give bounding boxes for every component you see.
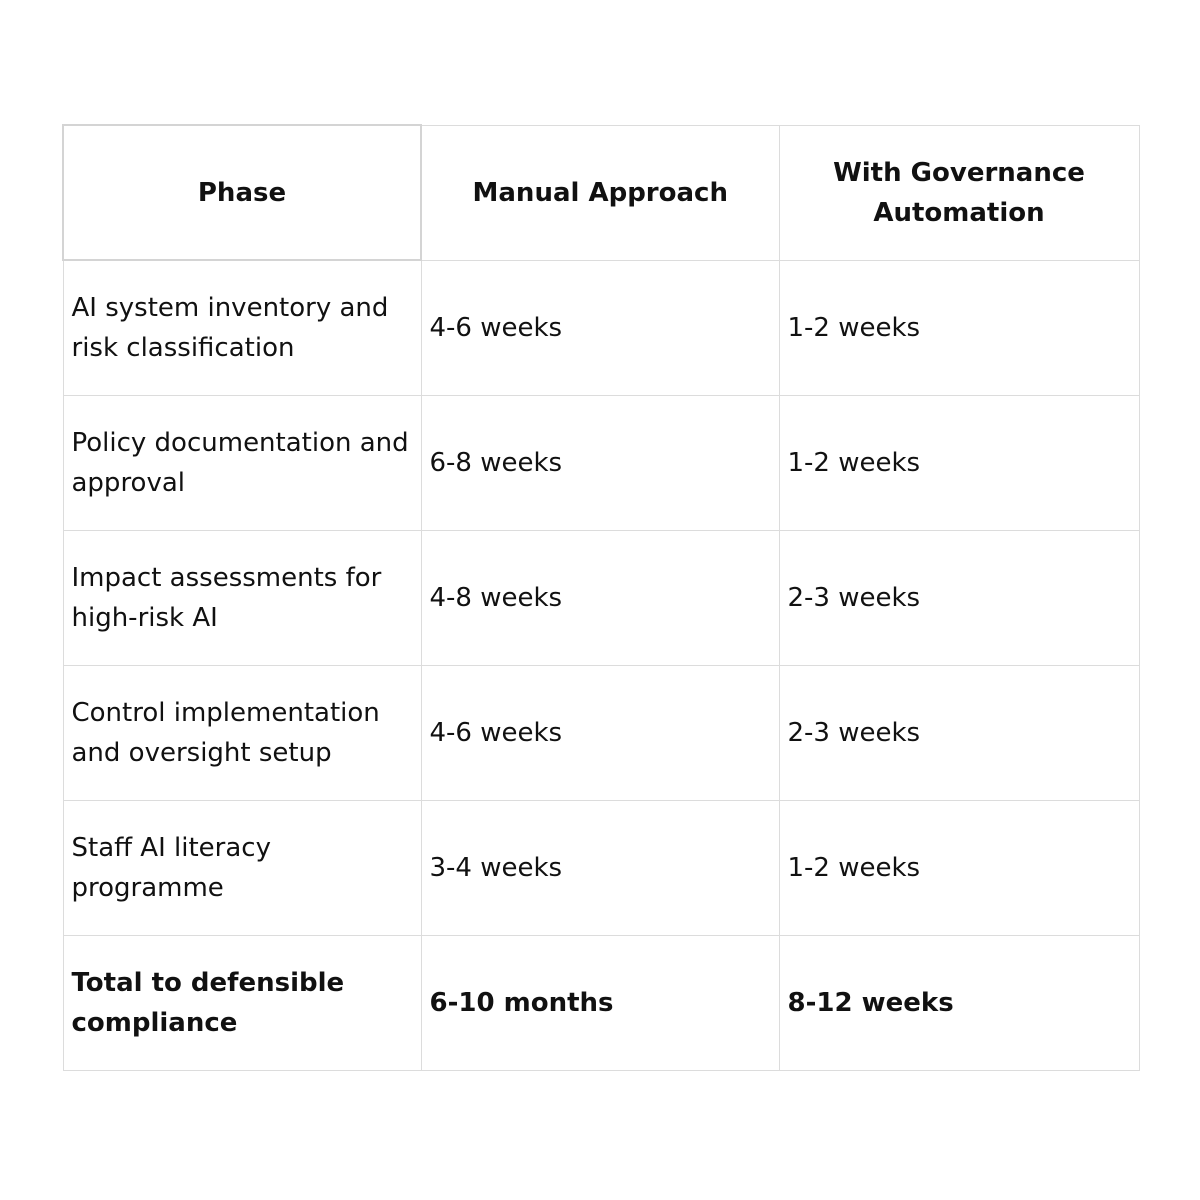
total-manual-cell: 6-10 months [421,935,779,1070]
automation-cell: 1-2 weeks [779,260,1139,395]
automation-cell: 2-3 weeks [779,665,1139,800]
table-row [63,800,1139,935]
automation-cell: 1-2 weeks [779,395,1139,530]
total-automation-cell: 8-12 weeks [779,935,1139,1070]
total-phase-cell: Total to defensible compliance [63,935,421,1070]
manual-cell: 4-6 weeks [421,665,779,800]
header-phase: Phase [63,125,421,260]
manual-cell: 4-6 weeks [421,260,779,395]
total-row [63,935,1139,1070]
table-row [63,260,1139,395]
table-row [63,395,1139,530]
manual-cell: 6-8 weeks [421,395,779,530]
manual-cell: 4-8 weeks [421,530,779,665]
comparison-table [62,124,1140,1071]
manual-cell: 3-4 weeks [421,800,779,935]
phase-cell: Impact assessments for high-risk AI [63,530,421,665]
phase-cell: AI system inventory and risk classification [63,260,421,395]
comparison-table-container [62,124,1138,1071]
header-manual-approach: Manual Approach [421,125,779,260]
table-row [63,665,1139,800]
automation-cell: 2-3 weeks [779,530,1139,665]
header-governance-automation: With Governance Automation [779,125,1139,260]
phase-cell: Staff AI literacy programme [63,800,421,935]
table-header-row [63,125,1139,260]
automation-cell: 1-2 weeks [779,800,1139,935]
phase-cell: Policy documentation and approval [63,395,421,530]
phase-cell: Control implementation and oversight setup [63,665,421,800]
table-row [63,530,1139,665]
